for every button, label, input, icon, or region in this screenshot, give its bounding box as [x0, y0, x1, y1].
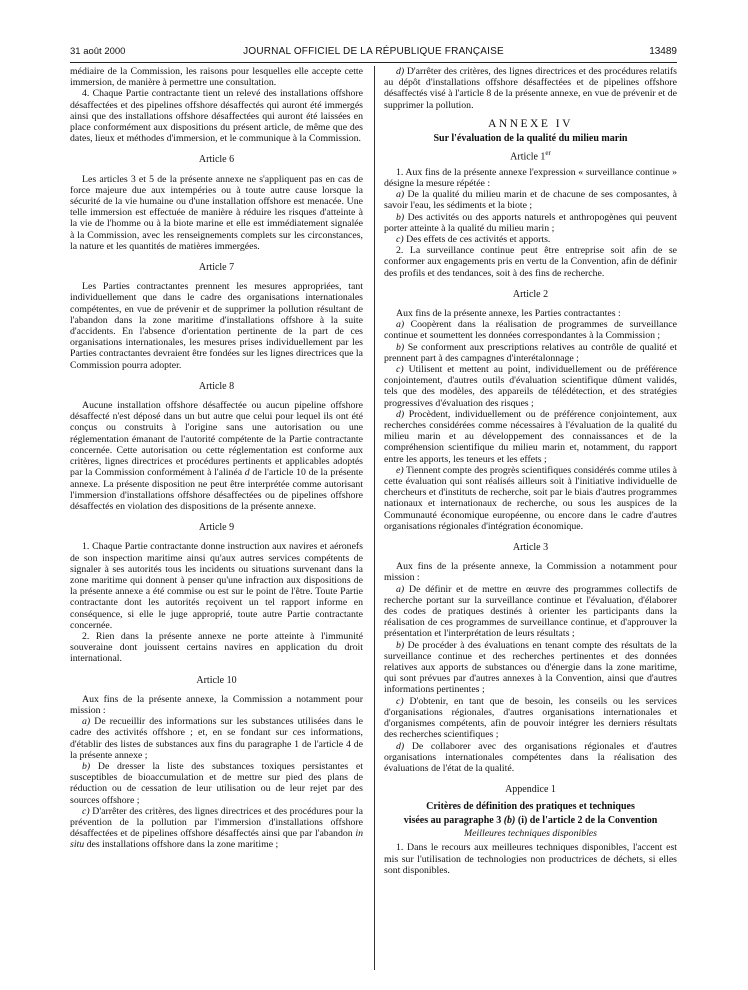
- appendix-subtitle: Critères de définition des pratiques et techniques: [426, 801, 635, 813]
- item-letter: e): [396, 464, 404, 476]
- item-letter: a): [396, 319, 405, 331]
- list-item: [384, 584, 677, 640]
- article-heading-text: Article 1: [510, 151, 546, 163]
- header-date: 31 août 2000: [70, 46, 126, 57]
- item-text: Coopèrent dans la réalisation de programmes de surveillance continue et soumettent les données correspondantes à la Commission ;: [384, 319, 677, 342]
- journal-title: JOURNAL OFFICIEL DE LA RÉPUBLIQUE FRANÇAISE: [243, 46, 504, 57]
- paragraph: Aux fins de la présente annexe, la Commission a notamment pour mission :: [384, 561, 677, 584]
- paragraph: Les articles 3 et 5 de la présente annexe ne s'appliquent pas en cas de force majeure due aux intempéries ou à toute autre cause lorsque la sécurité de la vie humaine ou d'une installation offshore est menacée. Une telle immersion est effectuée de manière à réduire les risques d'atteinte à la vie de l'homme ou à la biote marine et elle est immédiatement signalée à la Commission, avec les renseignements complets sur les circonstances, la nature et les quantités de matières immergées.: [70, 173, 363, 252]
- article-heading: Article 10: [196, 674, 237, 686]
- text-run: visées au paragraphe 3: [403, 814, 504, 826]
- italic-letter: d: [244, 467, 250, 479]
- paragraph: 4. Chaque Partie contractante tient un relevé des installations offshore désaffectées et des pipelines offshore désaffectés qui auront été immergés ainsi que des installations offshore désaffectées qui auront été laissées en place conformément aux dispositions du présent article, de même que des dates, lieux et méthodes d'immersion, et le communique à la Commission.: [70, 88, 363, 145]
- appendix-subtitle: [384, 815, 677, 826]
- item-letter: b): [82, 760, 91, 772]
- paragraph: Aux fins de la présente annexe, la Commission a notamment pour mission :: [70, 693, 363, 716]
- article-heading: Article 6: [198, 154, 235, 166]
- text-run: Aucune installation offshore désaffectée ou aucun pipeline offshore désaffecté n'est déposé dans un but autre que celui pour lequel ils ont été conçus ou construits à l'origine sans une autorisation ou une réglementation émanant de l'autorité compétente de la Partie contractante concernée. Cette autorisation ou cette réglementation est conforme aux critères, lignes directrices et procédures pertinents et applicables adoptés par la Commission conformément à l'alinéa: [70, 400, 363, 479]
- item-letter: a): [396, 583, 405, 595]
- article-heading: Article 7: [198, 262, 235, 274]
- item-text: De la qualité du milieu marin et de chacune de ses composantes, à savoir l'eau, les sédiments et la biote ;: [384, 189, 677, 212]
- list-item: [384, 696, 677, 741]
- article-heading: Article 9: [198, 522, 235, 534]
- item-text: Des activités ou des apports naturels et anthropogènes qui peuvent porter atteinte à la qualité du milieu marin ;: [384, 211, 677, 234]
- item-text: Des effets de ces activités et apports.: [403, 233, 551, 245]
- item-letter: d): [396, 66, 405, 77]
- paragraph: 1. Chaque Partie contractante donne instruction aux navires et aéronefs de son inspection maritime ainsi qu'aux autres services compétents de signaler à ses autorités tous les incidents ou situations survenant dans la zone maritime qui donnent à penser qu'une infraction aux dispositions de la présente annexe a été commise ou est sur le point de l'être. Toute Partie contractante dont les autorités reçoivent un tel rapport informe en conséquence, si elle le juge approprié, toute autre Partie contractante concernée.: [70, 541, 363, 631]
- list-item: [384, 364, 677, 409]
- paragraph: 2. Rien dans la présente annexe ne porte atteinte à l'immunité souveraine dont jouissent certains navires en application du droit international.: [70, 630, 363, 665]
- page-header: [70, 45, 677, 59]
- appendix-heading: Appendice 1: [505, 784, 556, 796]
- article-heading: Article 3: [512, 542, 549, 554]
- list-item: [70, 761, 363, 806]
- list-item: [384, 465, 677, 532]
- item-letter: c): [82, 805, 90, 817]
- appendix-section-title: Meilleures techniques disponibles: [464, 828, 597, 840]
- item-letter: d): [396, 408, 405, 420]
- left-column: [70, 66, 363, 971]
- list-item: [384, 319, 677, 341]
- list-item: [384, 66, 677, 111]
- list-item: [384, 741, 677, 775]
- item-letter: c): [396, 364, 404, 375]
- item-text: De définir et de mettre en œuvre des programmes collectifs de recherche portant sur la surveillance continue et l'évaluation, d'élaborer des codes de pratiques destinés à orienter les participants dans la réalisation de ces programmes de surveillance continue, et d'approuver la présentation et l'interprétation de leurs résultats ;: [384, 583, 677, 640]
- header-rule: [70, 62, 677, 63]
- page-number: 13489: [649, 46, 677, 57]
- paragraph: [70, 400, 363, 512]
- annex-subtitle: Sur l'évaluation de la qualité du milieu marin: [433, 133, 628, 145]
- italic-phrase: in situ: [70, 828, 363, 851]
- item-text: Tiennent compte des progrès scientifiques considérés comme utiles à cette évaluation qui sont réalisés ailleurs soit à l'initiative individuelle de chercheurs et d'instituts de recherche, soit par le biais d'autres programmes nationaux et internationaux de recherche, ou sous les auspices de la Communauté économique européenne, ou encore dans le cadre d'autres organisations régionales d'intégration économique.: [384, 464, 677, 532]
- annex-heading: ANNEXE IV: [488, 117, 573, 130]
- item-text: Se conforment aux prescriptions relatives au contrôle de qualité et prennent part à des campagnes d'interétalonnage ;: [384, 341, 677, 364]
- item-text: De procéder à des évaluations en tenant compte des résultats de la surveillance continue et des recherches pertinentes et des données relatives aux apports de substances ou d'énergie dans la zone maritime, qui sont prévues par d'autres annexes à la Convention, ainsi que d'autres informations pertinentes ;: [384, 639, 677, 696]
- paragraph: 1. Dans le recours aux meilleures techniques disponibles, l'accent est mis sur l'utilisation de technologies non productrices de déchets, si elles sont disponibles.: [384, 842, 677, 876]
- item-letter: b): [396, 341, 405, 353]
- list-item: [384, 189, 677, 211]
- item-text: Utilisent et mettent au point, individuellement ou de préférence conjointement, d'autres outils d'évaluation scientifique dûment validés, tels que des modèles, des appareils de télédétection, et des stratégies progressives d'évaluation des risques ;: [384, 364, 677, 409]
- item-text: D'obtenir, en tant que de besoin, les conseils ou les services d'organisations régionales, d'autres organisations internationales et d'organismes compétents, afin de pouvoir intégrer les derniers résultats des recherches scientifiques ;: [384, 695, 677, 741]
- list-item: [70, 716, 363, 761]
- list-item: [384, 342, 677, 364]
- paragraph: Les Parties contractantes prennent les mesures appropriées, tant individuellement que dans le cadre des organisations internationales compétentes, en vue de prévenir et de supprimer la pollution résultant de l'abandon dans la zone maritime d'installations offshore à la suite d'accidents. En l'absence d'orientation pertinente de la part de ces organisations internationales, les mesures prises individuellement par les Parties contractantes devraient être fondées sur les lignes directrices que la Commission pourra adopter.: [70, 281, 363, 371]
- item-letter: d): [396, 740, 405, 752]
- paragraph: 1. Aux fins de la présente annexe l'expression « surveillance continue » désigne la mesure répétée :: [384, 166, 677, 189]
- paragraph: 2. La surveillance continue peut être entreprise soit afin de se conformer aux engagements pris en vertu de la Convention, afin de définir des profils et des tendances, soit à des fins de recherche.: [384, 245, 677, 279]
- list-item: [384, 234, 677, 245]
- article-heading: Article 8: [198, 380, 235, 392]
- item-letter: b): [396, 211, 405, 223]
- item-text: D'arrêter des critères, des lignes directrices et des procédures relatifs au dépôt d'installations offshore désaffectées et de pipelines offshore désaffectés visé à l'article 8 de la présente annexe, en vue de prévenir et de supprimer la pollution.: [384, 66, 677, 111]
- item-letter: c): [396, 695, 404, 707]
- item-text: De recueillir des informations sur les substances utilisées dans le cadre des activités offshore ; et, en se fondant sur ces informations, d'établir des listes de substances aux fins du paragraphe 1 de l'article 4 de la présente annexe ;: [70, 716, 363, 761]
- list-item: [384, 640, 677, 696]
- right-column: [384, 66, 677, 971]
- column-divider: [374, 66, 375, 970]
- article-heading: Article 2: [512, 288, 549, 300]
- item-letter: a): [82, 716, 91, 728]
- list-item: [384, 409, 677, 465]
- list-item: [384, 212, 677, 234]
- paragraph: Aux fins de la présente annexe, les Parties contractantes :: [396, 307, 621, 319]
- paragraph: médiaire de la Commission, les raisons pour lesquelles elle accepte cette immersion, de manière à permettre une consultation.: [70, 66, 363, 89]
- item-letter: b): [396, 639, 405, 651]
- item-text: D'arrêter des critères, des lignes directrices et des procédures pour la prévention de la pollution par l'immersion d'installations offshore désaffectées et de pipelines offshore désaffectés ainsi que par l'abandon: [70, 805, 363, 840]
- item-text: De collaborer avec des organisations régionales et d'autres organisations internationales compétentes dans la réalisation des évaluations de l'état de la qualité.: [384, 740, 677, 774]
- italic-letter: (b): [503, 814, 516, 826]
- superscript: er: [545, 149, 551, 158]
- item-text: des installations offshore dans la zone maritime ;: [84, 839, 279, 851]
- item-letter: c): [396, 233, 404, 245]
- list-item: [70, 806, 363, 851]
- item-text: Procèdent, individuellement ou de préférence conjointement, aux recherches considérées comme nécessaires à l'évaluation de la qualité du milieu marin et au développement des connaissances et de la compréhension scientifique du milieu marin et, notamment, du rapport entre les apports, les teneurs et les effets ;: [384, 408, 677, 465]
- item-text: De dresser la liste des substances toxiques persistantes et susceptibles de bioaccumulation et de mettre sur pied des plans de réduction ou de cessation de leur utilisation ou de leur rejet par des sources offshore ;: [70, 760, 363, 806]
- text-run: (i) de l'article 2 de la Convention: [515, 814, 658, 826]
- item-letter: a): [396, 189, 405, 201]
- article-heading: [384, 148, 677, 163]
- text-run: de l'article 10 de la présente annexe. La présente disposition ne peut être interprétée comme autorisant l'immersion d'installations offshore désaffectées ou de pipelines offshore désaffectés en violation des dispositions de la présente annexe.: [70, 467, 363, 512]
